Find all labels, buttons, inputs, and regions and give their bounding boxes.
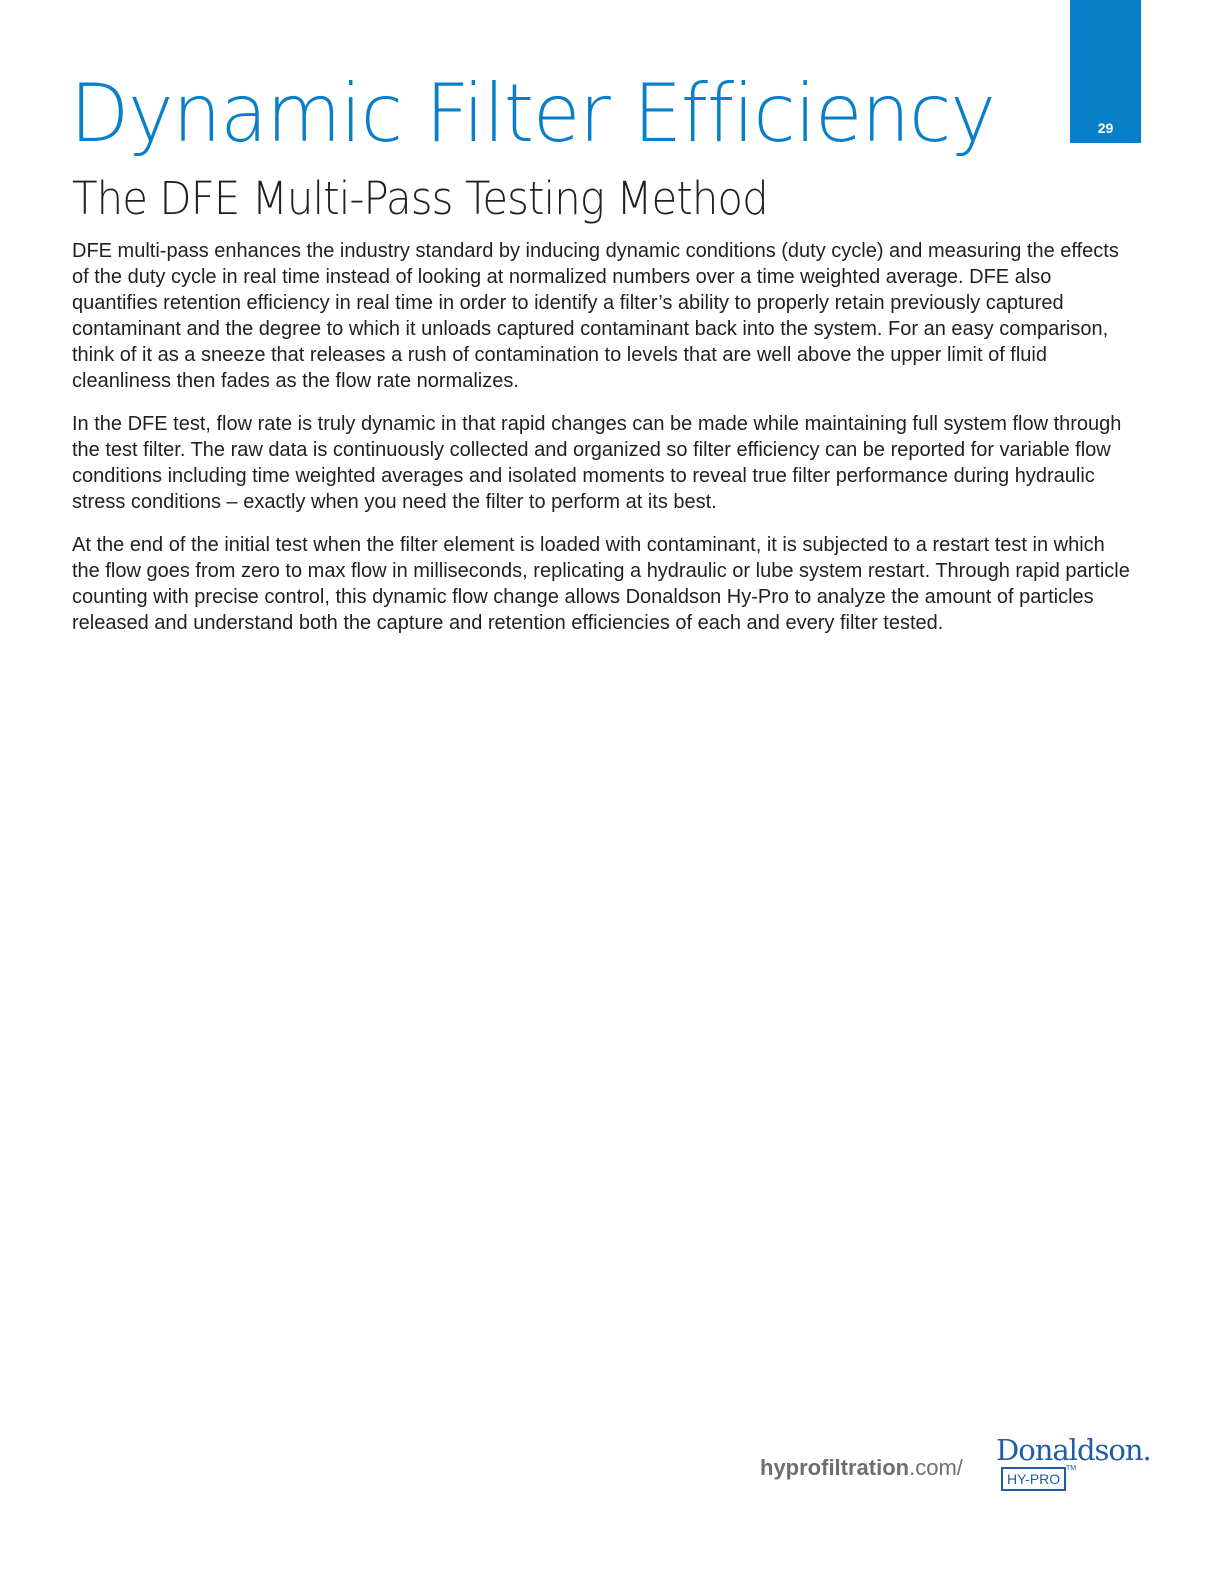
page-number: 29	[1097, 120, 1114, 136]
footer-url-suffix: .com/	[909, 1455, 963, 1480]
paragraph-1: DFE multi-pass enhances the industry standard by inducing dynamic conditions (duty cycle) and measuring the effects of the duty cycle in real time instead of looking at normalized numbers over a time weighted average. DFE also quantifies retention efficiency in real time in order to identify a filter’s ability to properly retain previously captured contaminant and the degree to which it unloads captured contaminant back into the system. For an easy comparison, think of it as a sneeze that releases a rush of contamination to levels that are well above the upper limit of fluid cleanliness then fades as the flow rate normalizes.	[72, 240, 1119, 392]
paragraph-3: At the end of the initial test when the filter element is loaded with contaminant, it is subjected to a restart test in which the flow goes from zero to max flow in milliseconds, replicating a hydraulic or lube system restart. Through rapid particle counting with precise control, this dynamic flow change allows Donaldson Hy-Pro to analyze the amount of particles released and understand both the capture and retention efficiencies of each and every filter tested.	[72, 534, 1130, 634]
footer-url[interactable]	[760, 1455, 963, 1481]
logo-wordmark: Donaldson.	[996, 1433, 1151, 1467]
page-number-tab	[1070, 0, 1141, 143]
page-title: Dynamic Filter Efficiency	[70, 67, 995, 160]
paragraph-2: In the DFE test, flow rate is truly dynamic in that rapid changes can be made while maintaining full system flow through the test filter. The raw data is continuously collected and organized so filter efficiency can be reported for variable flow conditions including time weighted averages and isolated moments to reveal true filter performance during hydraulic stress conditions – exactly when you need the filter to perform at its best.	[72, 413, 1122, 513]
logo-trademark: TM	[1066, 1465, 1077, 1472]
page-subtitle: The DFE Multi-Pass Testing Method	[72, 172, 768, 225]
logo-badge: HY-PRO	[1001, 1467, 1066, 1491]
footer-url-domain: hyprofiltration	[760, 1455, 910, 1480]
donaldson-hypro-logo	[994, 1433, 1151, 1495]
body-text	[72, 238, 1137, 653]
